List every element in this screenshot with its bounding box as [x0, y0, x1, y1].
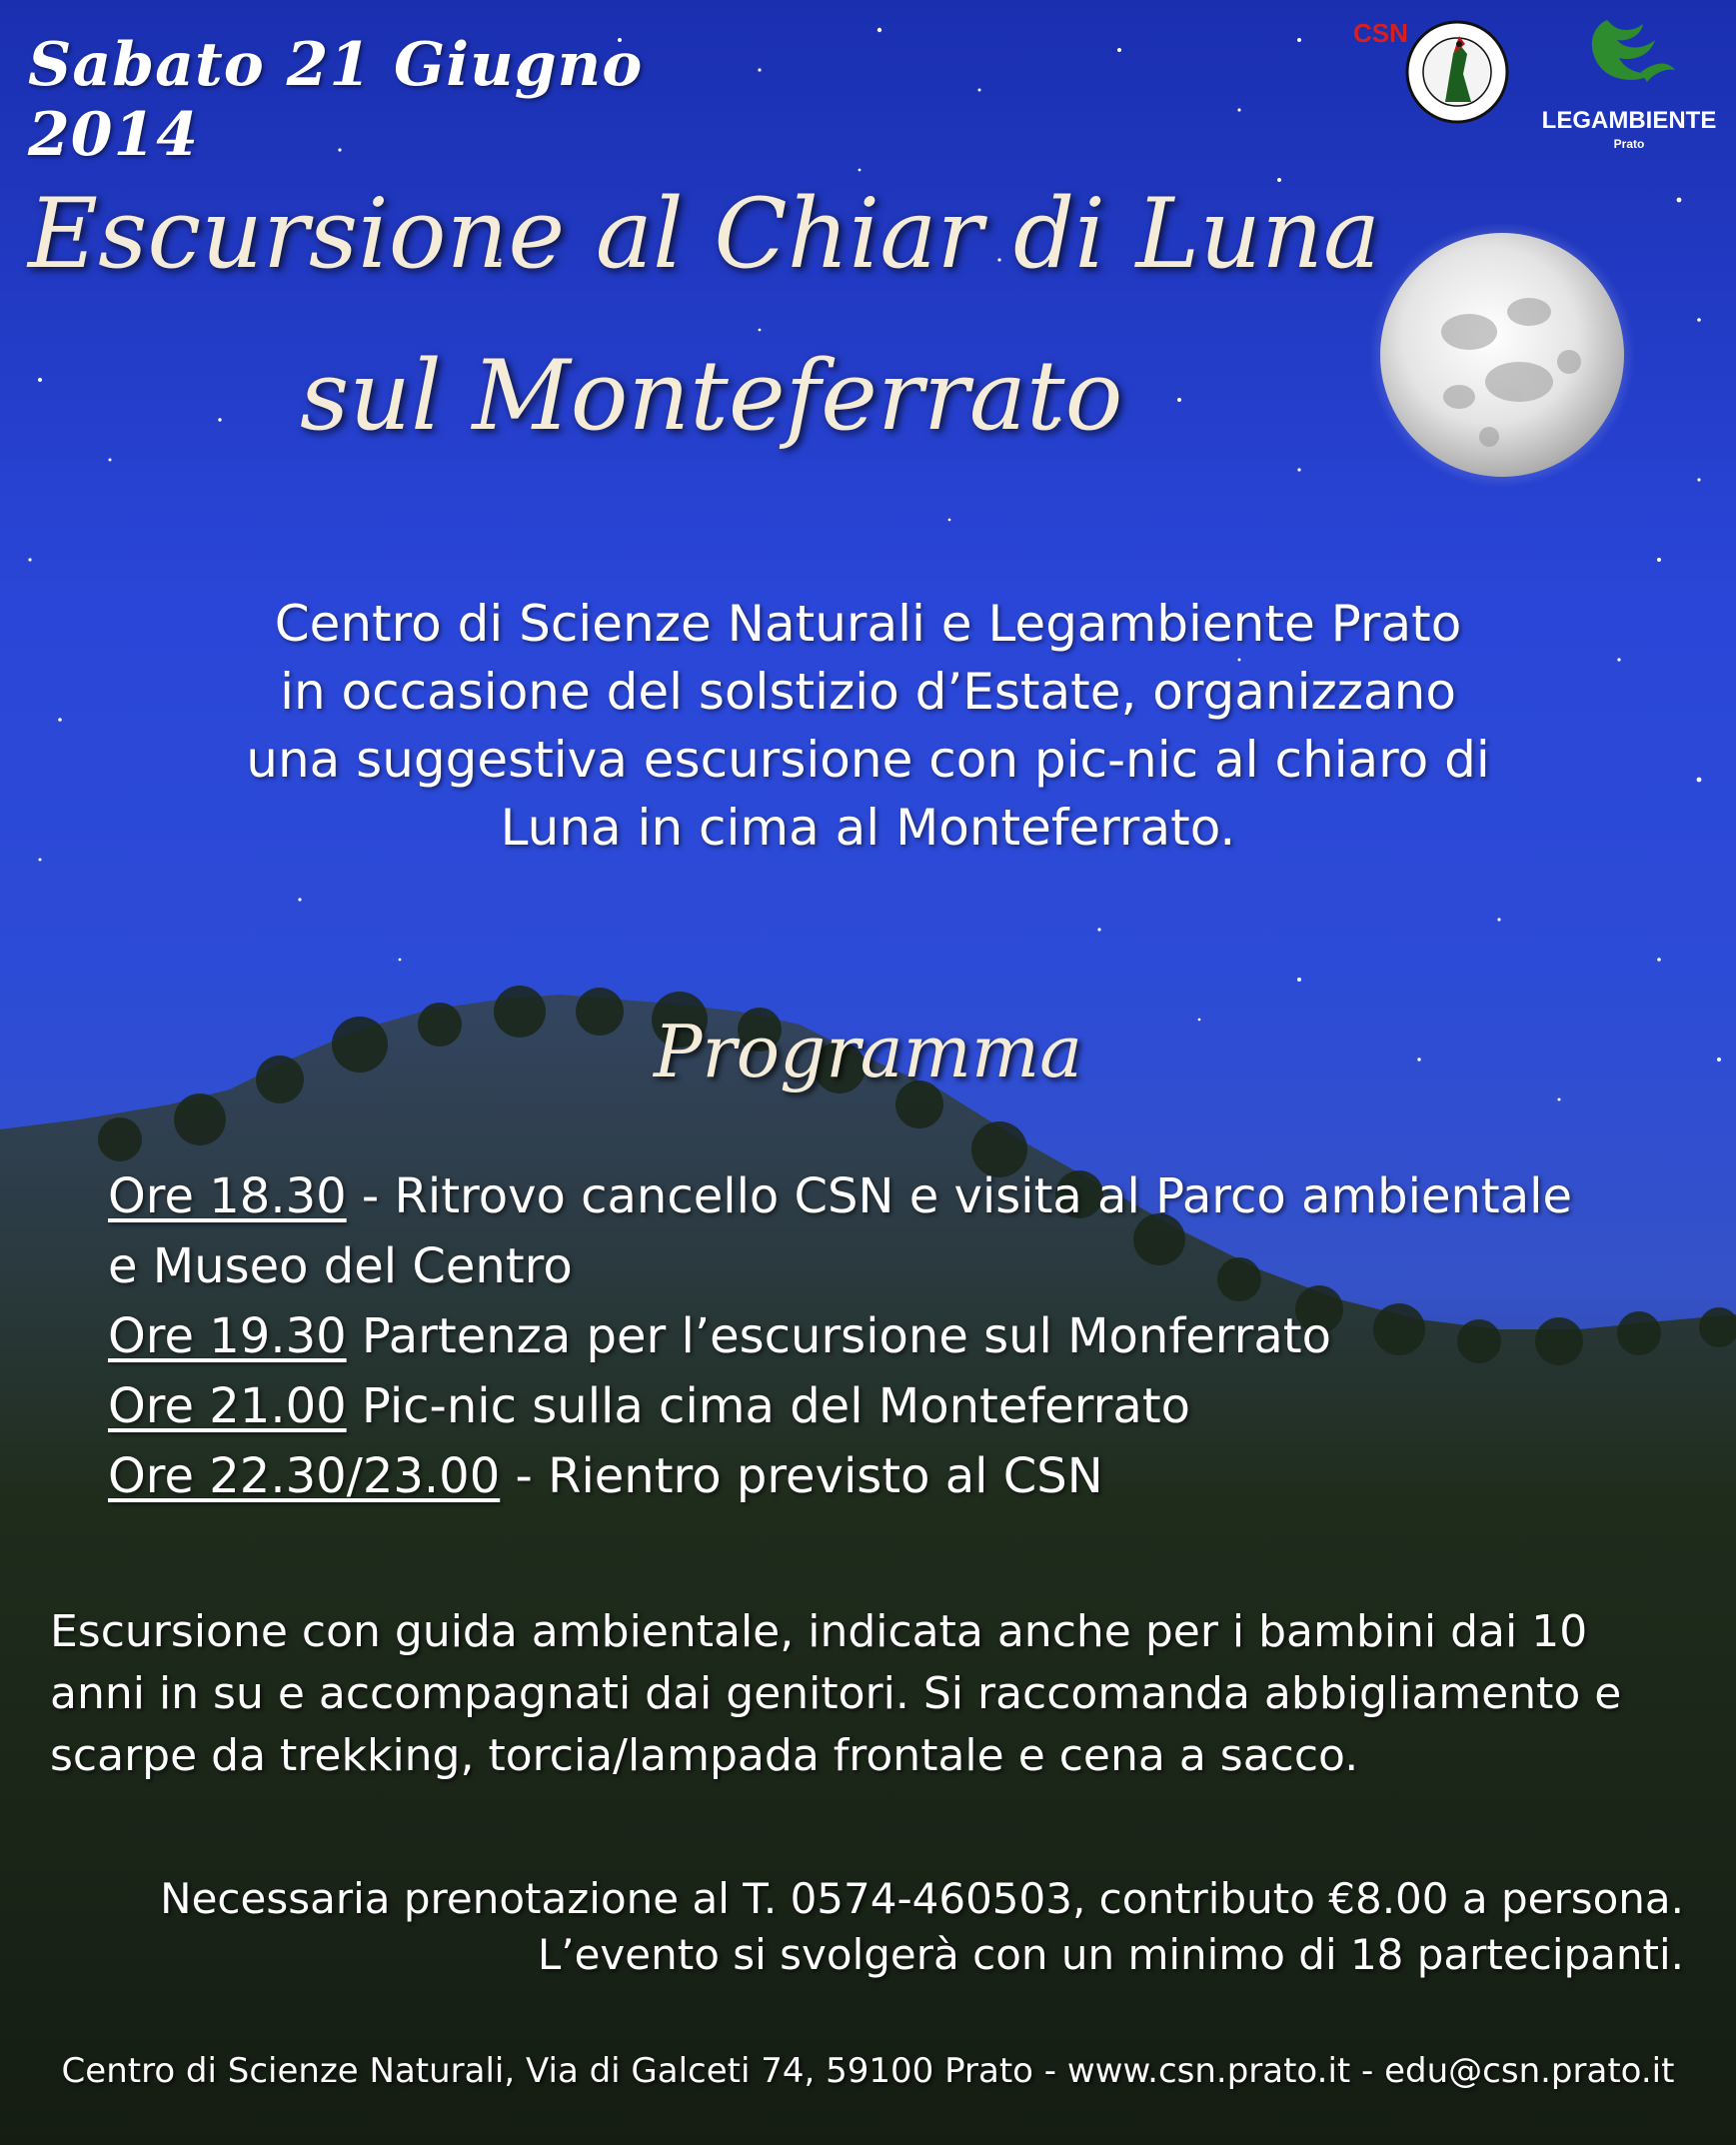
legambiente-logo-sub: Prato — [1613, 137, 1645, 151]
program-time: Ore 18.30 — [108, 1168, 347, 1224]
program-item — [108, 1301, 1707, 1371]
program-text: - Ritrovo cancello CSN e visita al Parco ambientale — [346, 1168, 1572, 1224]
booking-line: Necessaria prenotazione al T. 0574-460503, contributo €8.00 a persona. — [160, 1874, 1684, 1923]
program-item — [108, 1441, 1707, 1511]
intro-line: in occasione del solstizio d’Estate, organizzano — [280, 663, 1456, 721]
program-text: - Rientro previsto al CSN — [500, 1448, 1103, 1504]
csn-logo-text: CSN — [1353, 18, 1408, 48]
notes-line: scarpe da trekking, torcia/lampada frontale e cena a sacco. — [50, 1730, 1359, 1781]
program-text: Pic-nic sulla cima del Monteferrato — [346, 1378, 1191, 1434]
event-date: Sabato 21 Giugno 2014 — [28, 30, 644, 170]
program-text: e Museo del Centro — [108, 1238, 573, 1294]
booking-line: L’evento si svolgerà con un minimo di 18 partecipanti. — [537, 1930, 1684, 1979]
notes-line: anni in su e accompagnati dai genitori. Si raccomanda abbigliamento e — [50, 1668, 1622, 1719]
notes-paragraph — [50, 1601, 1689, 1787]
booking-info — [85, 1871, 1684, 1983]
intro-line: Luna in cima al Monteferrato. — [500, 799, 1236, 857]
legambiente-logo — [1529, 10, 1729, 160]
program-heading: Programma — [653, 1010, 1083, 1093]
legambiente-logo-name: LEGAMBIENTE — [1541, 107, 1717, 134]
intro-paragraph — [40, 590, 1696, 862]
csn-logo — [1353, 14, 1513, 124]
program-time: Ore 21.00 — [108, 1378, 347, 1434]
intro-line: Centro di Scienze Naturali e Legambiente Prato — [274, 595, 1462, 653]
intro-line: una suggestiva escursione con pic-nic al chiaro di — [246, 731, 1490, 789]
footer-contact: Centro di Scienze Naturali, Via di Galceti 74, 59100 Prato - www.csn.prato.it - edu@csn.prato.it — [61, 2051, 1675, 2091]
event-title-line2: sul Monteferrato — [300, 340, 1123, 452]
program-item — [108, 1231, 1707, 1301]
program-item — [108, 1371, 1707, 1441]
program-item — [108, 1161, 1707, 1231]
event-title-line1: Escursione al Chiar di Luna — [28, 178, 1381, 290]
program-text: Partenza per l’escursione sul Monferrato — [346, 1308, 1331, 1364]
program-list — [108, 1161, 1707, 1511]
notes-line: Escursione con guida ambientale, indicata anche per i bambini dai 10 — [50, 1606, 1588, 1657]
full-moon-image — [1369, 222, 1635, 488]
program-time: Ore 19.30 — [108, 1308, 347, 1364]
program-time: Ore 22.30/23.00 — [108, 1448, 501, 1504]
